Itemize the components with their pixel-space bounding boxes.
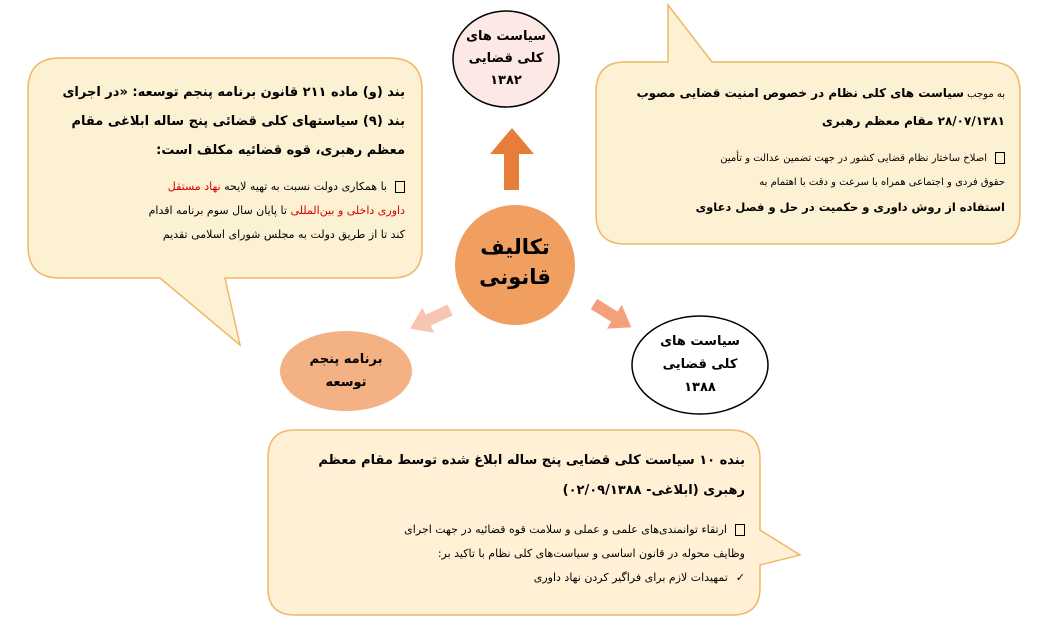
callout-left-heading-1: بند (و) ماده ۲۱۱ قانون برنامه پنجم توسعه: «در اجرای [62,85,405,100]
node-top-line1: سیاست های [466,29,546,44]
callout-bottom-item-1: ارتقاء توانمندی‌های علمی و عملی و سلامت قوه قضائیه در جهت اجرای [404,523,727,536]
node-bottom-right-line3: ۱۳۸۸ [684,380,716,395]
callout-left-item-a: با همکاری دولت نسبت به تهیه لایحه [220,180,387,193]
callout-bottom-text [285,446,745,590]
callout-bottom-heading-2: رهبری (ابلاغی- ۰۲/۰۹/۱۳۸۸) [562,483,745,498]
callout-left-item [45,175,405,247]
callout-left-item-c: کند تا از طریق دولت به مجلس شورای اسلامی تقدیم [162,228,405,241]
callout-right-item-1: اصلاح ساختار نظام قضایی کشور در جهت تضمین عدالت و تأمین [720,153,987,164]
callout-left-heading-2: بند (۹) سیاستهای کلی قضائی پنج ساله ابلاغی مقام [71,114,405,129]
callout-right-prefix: به موجب [963,89,1005,100]
callout-left-heading [45,78,405,165]
node-left-line2: توسعه [325,375,367,390]
callout-bottom-heading-1: بنده ۱۰ سیاست کلی قضایی پنج ساله ابلاغ شده توسط مقام معظم [318,453,745,468]
callout-right-heading-2: ۲۸/۰۷/۱۳۸۱ مقام معظم رهبری [821,114,1005,128]
node-bottom-right-line1: سیاست های [660,334,740,349]
callout-bottom-item-3: تمهیدات لازم برای فراگیر کردن نهاد داوری [533,571,728,584]
callout-left-item-red2: داوری داخلی و بین‌المللی [290,204,405,217]
square-bullet-icon [995,152,1005,164]
node-top-line3: ۱۳۸۲ [490,73,522,88]
callout-right-heading [615,80,1005,135]
checkmark-icon: ✓ [735,571,745,584]
callout-left-text [45,78,405,247]
node-top-line2: کلی قضایی [468,51,544,66]
callout-bottom-item-2: وظایف محوله در قانون اساسی و سیاست‌های کلی نظام با تاکید بر: [437,547,745,560]
callout-right-item-2: حقوق فردی و اجتماعی همراه با سرعت و دقت با اهتمام به [759,177,1005,188]
center-line1: تکالیف [480,235,550,259]
node-top-label [456,26,556,92]
callout-right-heading-1: سیاست های کلی نظام در خصوص امنیت قضایی مصوب [636,86,964,100]
arrow-bottom-right [587,292,639,339]
square-bullet-icon [395,181,405,193]
callout-left-heading-3: معظم رهبری، قوه قضائیه مکلف است: [156,143,405,158]
center-line2: قانونی [479,265,551,289]
callout-left-item-red1: نهاد مستقل [167,180,221,193]
node-bottom-right-label [645,330,755,399]
square-bullet-icon [735,524,745,536]
arrow-left [404,297,456,341]
callout-right-item [615,147,1005,219]
callout-right-item-3: استفاده از روش داوری و حکمیت در حل و فصل دعاوی [695,200,1005,214]
center-label [465,232,565,292]
callout-left-item-b: تا پایان سال سوم برنامه اقدام [148,204,291,217]
callout-bottom-heading [285,446,745,506]
callout-right-text [615,80,1005,219]
node-left-line1: برنامه پنجم [309,352,383,367]
node-bottom-right-line2: کلی قضایی [662,357,738,372]
callout-bottom-item [285,518,745,590]
node-left-label [291,348,401,394]
arrow-up [490,128,534,190]
